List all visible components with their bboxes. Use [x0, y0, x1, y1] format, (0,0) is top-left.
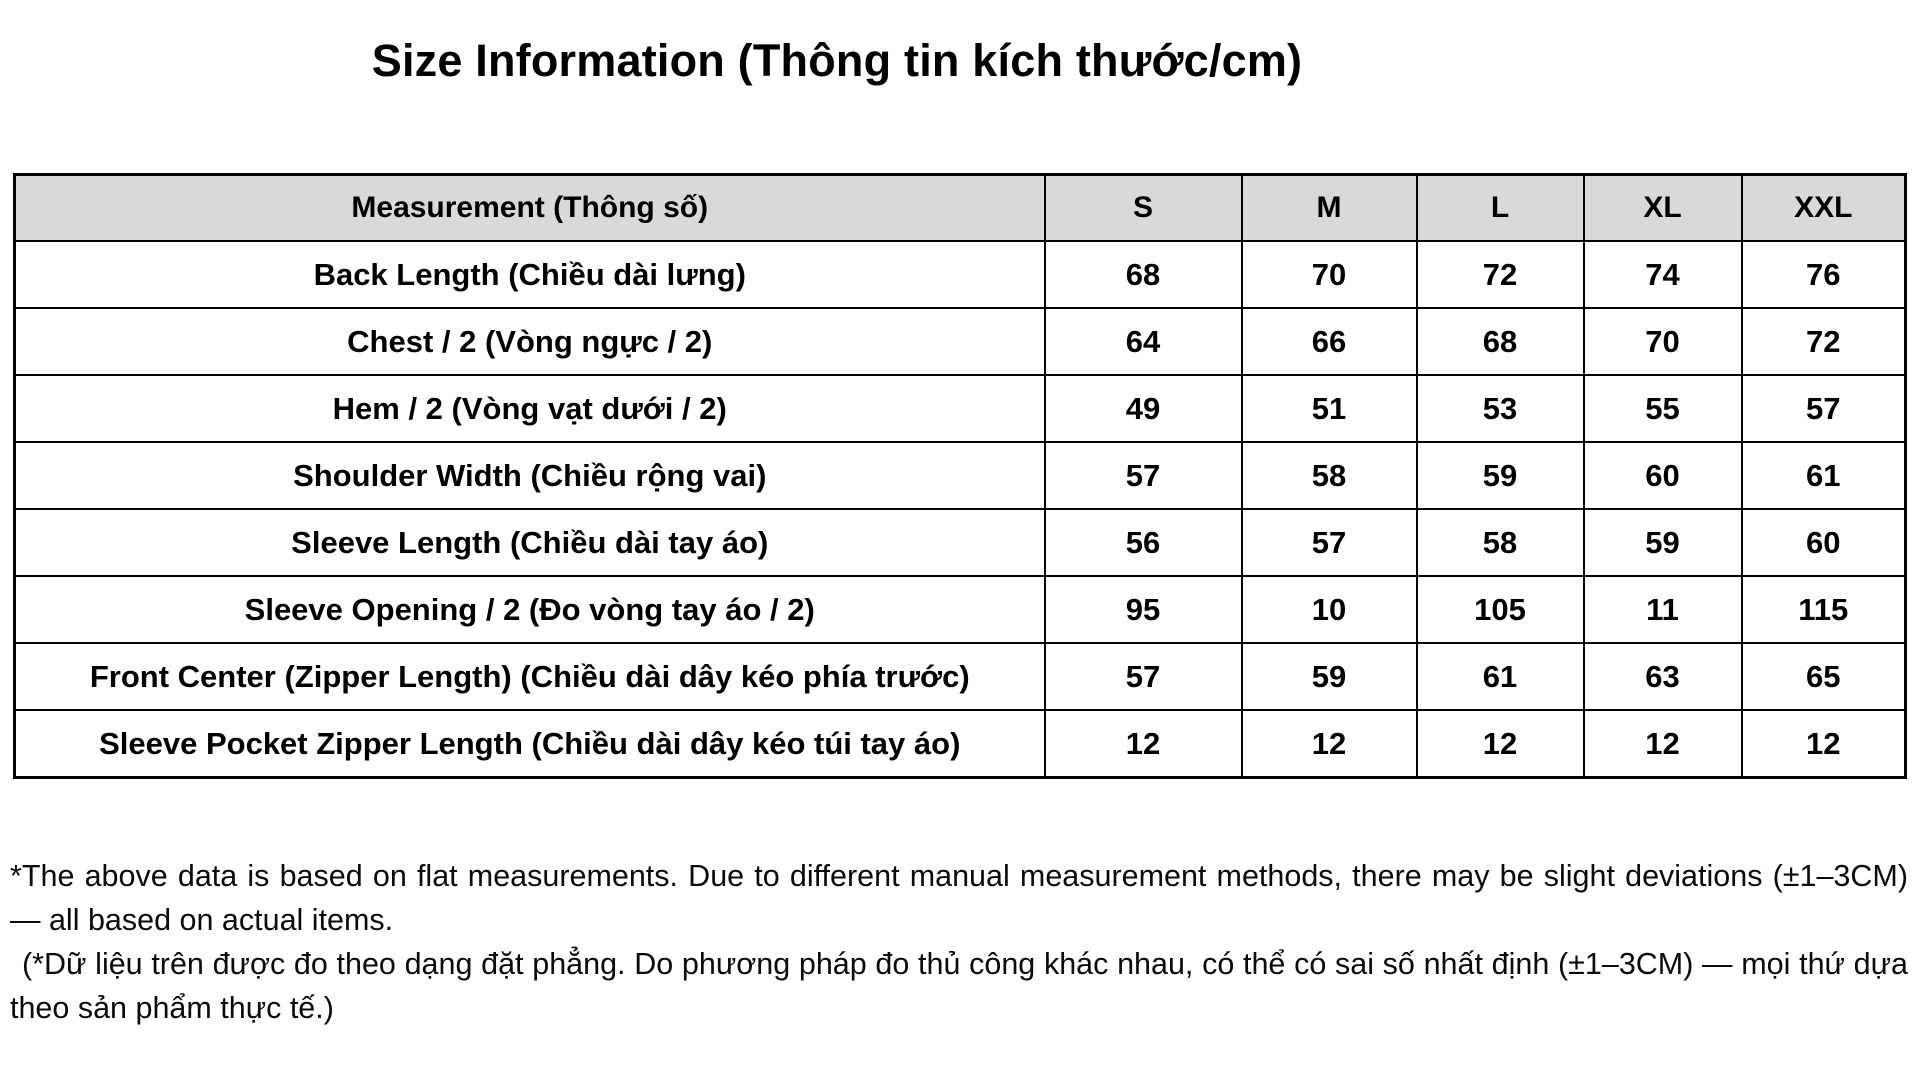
size-value-cell: 64: [1045, 308, 1242, 375]
size-value-cell: 72: [1742, 308, 1906, 375]
header-row: [15, 175, 1906, 242]
size-value-cell: 55: [1584, 375, 1742, 442]
size-value-cell: 11: [1584, 576, 1742, 643]
table-row-back-length: [15, 241, 1906, 308]
size-value-cell: 12: [1742, 710, 1906, 778]
size-value-cell: 57: [1045, 442, 1242, 509]
table-row-chest: [15, 308, 1906, 375]
size-value-cell: 70: [1242, 241, 1417, 308]
size-value-cell: 10: [1242, 576, 1417, 643]
size-value-cell: 53: [1417, 375, 1584, 442]
size-value-cell: 59: [1242, 643, 1417, 710]
size-table-header: [15, 175, 1906, 242]
header-cell-m: M: [1242, 175, 1417, 242]
size-value-cell: 95: [1045, 576, 1242, 643]
table-row-front-center-zipper: [15, 643, 1906, 710]
size-value-cell: 51: [1242, 375, 1417, 442]
size-value-cell: 12: [1242, 710, 1417, 778]
size-value-cell: 12: [1045, 710, 1242, 778]
disclaimer-vietnamese: (*Dữ liệu trên được đo theo dạng đặt phẳng. Do phương pháp đo thủ công khác nhau, có thể có sai số nhất định (±1–3CM) — mọi thứ dựa theo sản phẩm thực tế.): [10, 947, 1908, 1025]
size-value-cell: 57: [1045, 643, 1242, 710]
header-cell-xxl: XXL: [1742, 175, 1906, 242]
size-value-cell: 59: [1417, 442, 1584, 509]
header-cell-xl: XL: [1584, 175, 1742, 242]
size-value-cell: 60: [1584, 442, 1742, 509]
size-value-cell: 72: [1417, 241, 1584, 308]
size-value-cell: 115: [1742, 576, 1906, 643]
size-value-cell: 58: [1242, 442, 1417, 509]
size-value-cell: 68: [1417, 308, 1584, 375]
size-value-cell: 60: [1742, 509, 1906, 576]
header-cell-l: L: [1417, 175, 1584, 242]
header-cell-measurement: Measurement (Thông số): [15, 175, 1045, 242]
size-value-cell: 68: [1045, 241, 1242, 308]
table-row-hem: [15, 375, 1906, 442]
row-label: Sleeve Length (Chiều dài tay áo): [15, 509, 1045, 576]
size-value-cell: 70: [1584, 308, 1742, 375]
size-value-cell: 76: [1742, 241, 1906, 308]
row-label: Hem / 2 (Vòng vạt dưới / 2): [15, 375, 1045, 442]
row-label: Sleeve Pocket Zipper Length (Chiều dài dây kéo túi tay áo): [15, 710, 1045, 778]
size-value-cell: 63: [1584, 643, 1742, 710]
size-value-cell: 56: [1045, 509, 1242, 576]
table-row-sleeve-length: [15, 509, 1906, 576]
row-label: Shoulder Width (Chiều rộng vai): [15, 442, 1045, 509]
size-value-cell: 61: [1742, 442, 1906, 509]
size-value-cell: 59: [1584, 509, 1742, 576]
table-row-sleeve-pocket-zipper: [15, 710, 1906, 778]
size-value-cell: 57: [1242, 509, 1417, 576]
row-label: Back Length (Chiều dài lưng): [15, 241, 1045, 308]
size-value-cell: 57: [1742, 375, 1906, 442]
measurement-disclaimer: [10, 854, 1908, 1030]
size-table: [13, 173, 1907, 779]
size-value-cell: 12: [1417, 710, 1584, 778]
size-value-cell: 65: [1742, 643, 1906, 710]
size-table-body: [15, 241, 1906, 778]
header-cell-s: S: [1045, 175, 1242, 242]
table-row-shoulder-width: [15, 442, 1906, 509]
size-value-cell: 105: [1417, 576, 1584, 643]
row-label: Front Center (Zipper Length) (Chiều dài dây kéo phía trước): [15, 643, 1045, 710]
size-value-cell: 12: [1584, 710, 1742, 778]
size-value-cell: 61: [1417, 643, 1584, 710]
table-row-sleeve-opening: [15, 576, 1906, 643]
row-label: Chest / 2 (Vòng ngực / 2): [15, 308, 1045, 375]
size-value-cell: 49: [1045, 375, 1242, 442]
size-value-cell: 66: [1242, 308, 1417, 375]
disclaimer-english: *The above data is based on flat measurements. Due to different manual measurement methods, there may be slight deviations (±1–3CM) — all based on actual items.: [10, 859, 1908, 937]
page-title: Size Information (Thông tin kích thước/cm): [371, 35, 1303, 86]
size-value-cell: 58: [1417, 509, 1584, 576]
size-value-cell: 74: [1584, 241, 1742, 308]
row-label: Sleeve Opening / 2 (Đo vòng tay áo / 2): [15, 576, 1045, 643]
title-container: [0, 34, 1674, 88]
